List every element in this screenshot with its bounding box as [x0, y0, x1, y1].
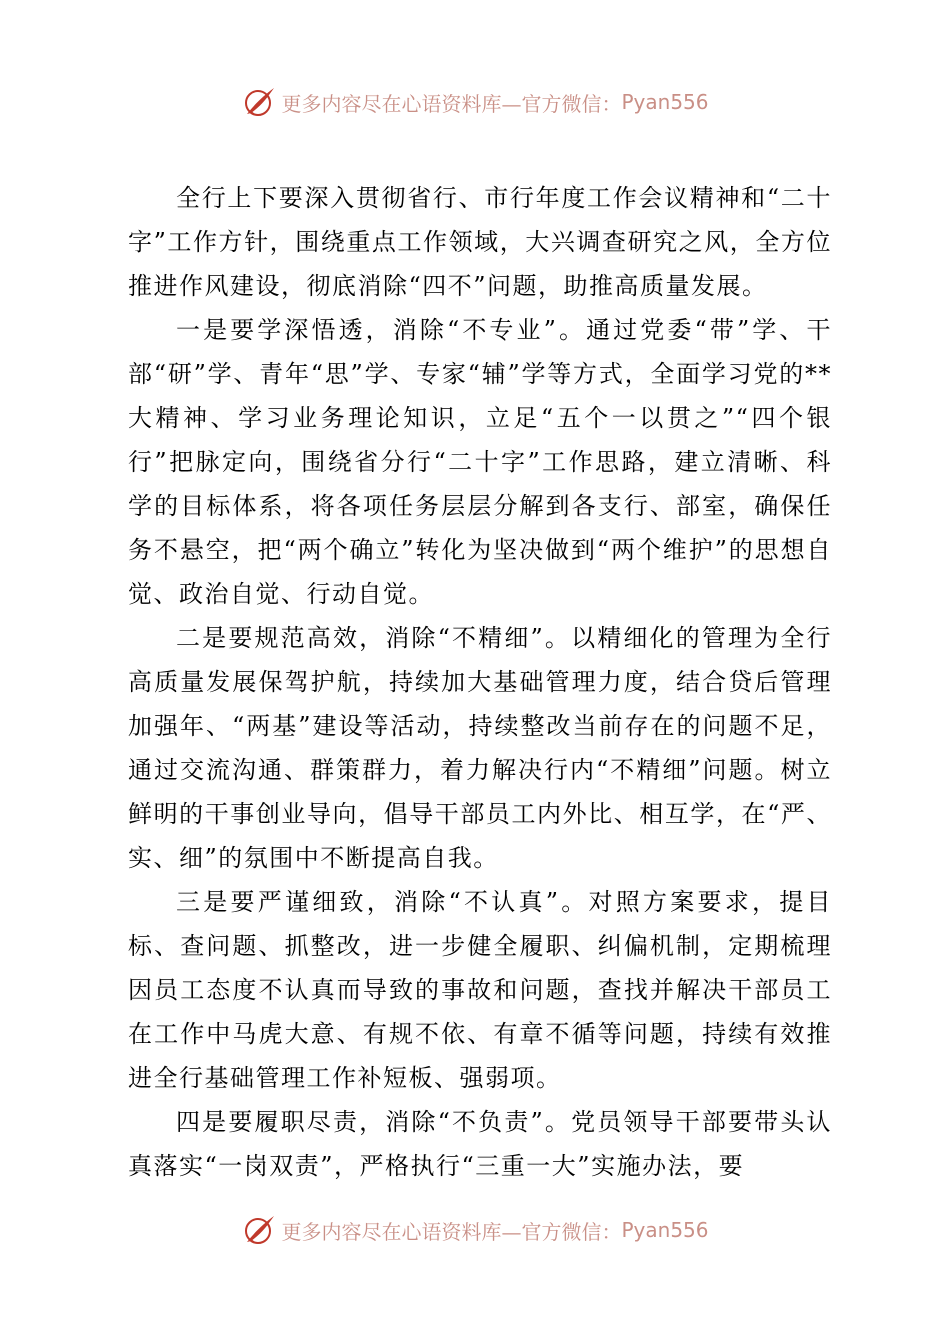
paragraph-point-1: 一是要学深悟透，消除“不专业”。通过党委“带”学、干部“研”学、青年“思”学、专家“辅”学等方式，全面学习党的**大精神、学习业务理论知识，立足“五个一以贯之”“四个银行”把脉定向，围绕省分行“二十字”工作思路，建立清晰、科学的目标体系，将各项任务层层分解到各支行、部室，确保任务不悬空，把“两个确立”转化为坚决做到“两个维护”的思想自觉、政治自觉、行动自觉。 [128, 316, 832, 608]
paragraph-point-3: 三是要严谨细致，消除“不认真”。对照方案要求，提目标、查问题、抓整改，进一步健全履职、纠偏机制，定期梳理因员工态度不认真而导致的事故和问题，查找并解决干部员工在工作中马虎大意、有规不依、有章不循等问题，持续有效推进全行基础管理工作补短板、强弱项。 [128, 888, 832, 1092]
watermark-text: 更多内容尽在心语资料库—官方微信： [281, 1219, 622, 1244]
quill-logo-icon [241, 1212, 277, 1248]
document-body [128, 176, 832, 1188]
watermark-text: 更多内容尽在心语资料库—官方微信： [281, 91, 622, 116]
watermark-wechat-id: Pyan556 [621, 1218, 709, 1242]
quill-logo-icon [241, 84, 277, 120]
footer-watermark [0, 1210, 950, 1250]
paragraph-point-2: 二是要规范高效，消除“不精细”。以精细化的管理为全行高质量发展保驾护航，持续加大基础管理力度，结合贷后管理加强年、“两基”建设等活动，持续整改当前存在的问题不足，通过交流沟通、群策群力，着力解决行内“不精细”问题。树立鲜明的干事创业导向，倡导干部员工内外比、相互学，在“严、实、细”的氛围中不断提高自我。 [128, 624, 832, 872]
paragraph-intro: 全行上下要深入贯彻省行、市行年度工作会议精神和“二十字”工作方针，围绕重点工作领域，大兴调查研究之风，全方位推进作风建设，彻底消除“四不”问题，助推高质量发展。 [128, 184, 832, 300]
header-watermark [0, 82, 950, 122]
watermark-wechat-id: Pyan556 [621, 90, 709, 114]
paragraph-point-4: 四是要履职尽责，消除“不负责”。党员领导干部要带头认真落实“一岗双责”，严格执行“三重一大”实施办法，要 [128, 1108, 832, 1180]
